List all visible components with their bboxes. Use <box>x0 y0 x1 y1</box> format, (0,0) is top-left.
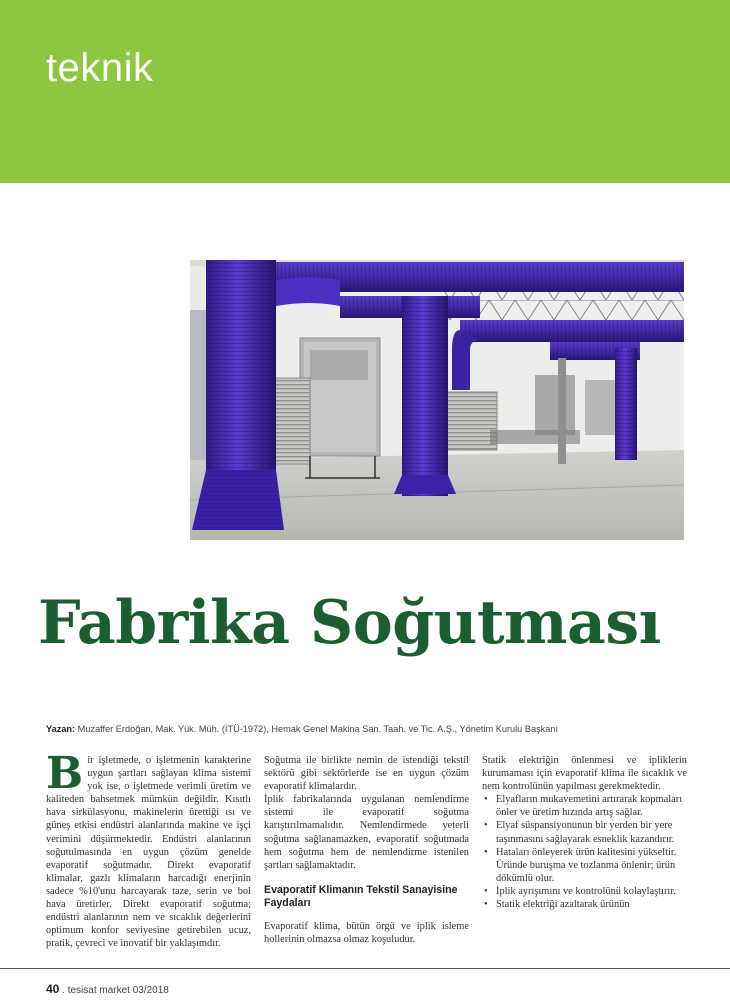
list-item: • İplik ayrışımını ve kontrolünü kolaylaştırır. <box>482 885 687 898</box>
list-item: • Elyaf süspansiyonunun bir yerden bir yere taşınmasını sağlayarak esneklik kazandırır. <box>482 819 687 845</box>
column-3-paragraph-1: Statik elektriğin önlenmesi ve ipliklerin kurumaması için evaporatif klima ile sıcaklık ve nem kontrolünün yapılması gerekmektedir. <box>482 755 687 793</box>
byline-author: Muzaffer Erdoğan, Mak. Yük. Müh. (İTÜ-1972), Hemak Genel Makina San. Taah. ve Tic. A.Ş., Yönetim Kurulu Başkanı <box>77 724 559 734</box>
page-footer <box>46 982 169 996</box>
byline-label: Yazan: <box>46 724 76 734</box>
list-item: • Hataları önleyerek ürün kalitesini yükseltir. Üründe buruşma ve tozlanma önlenir; ürün dökümlü olur. <box>482 846 687 885</box>
section-header-band <box>0 0 730 183</box>
footer-divider <box>0 968 730 969</box>
dropcap-letter: B <box>46 748 84 799</box>
byline <box>46 724 558 734</box>
column-2 <box>264 754 469 946</box>
factory-photo <box>190 260 684 540</box>
column-2-paragraph-2: İplik fabrikalarında uygulanan nemlendirme sistemi ile evaporatif soğutma karıştırılmamalıdır. Nemlendirmede yeterli soğutma sağlanamazken, evaporatif soğutmada hem soğutma hem de nemlendirme istenilen şartları sağlamaktadır. <box>264 794 469 871</box>
column-1 <box>46 748 251 950</box>
column-2-paragraph-1: Soğutma ile birlikte nemin de istendiği tekstil sektörü gibi sektörlerde ise en uygun çözüm evaporatif klimalardır. <box>264 755 469 793</box>
column-2-paragraph-3: Evaporatif klima, bütün örgü ve iplik isleme hollerinin olmazsa olmaz koşuludur. <box>264 920 469 945</box>
article-title: Fabrika Soğutması <box>38 588 661 658</box>
benefits-list <box>482 793 687 911</box>
intro-paragraph: ir işletmede, o işletmenin karakterine uygun şartları sağlayan klima sistemi yok ise, o işletmede verimli üretim ve kaliteden bahsetmek mümkün değildir. Kısıtlı hava sirkülasyonu, makinelerin ürettiği ısı ve güneş etkisi endüstri alanlarında makine ve işçi verimini düşürmektedir. Endüstri alanlarının soğutulmasında en uygun çözüm genelde evaporatif soğutmadır. Direkt evaporatif klimalar, gazlı klimaların harcadığı enerjinin sadece %10'unu harcayarak taze, serin ve bol hava üretirler. Direkt evaporatif soğutma; endüstri alanlarının nem ve sıcaklık değerlerini optimum konfor seviyesine getirebilen ucuz, pratik, çevreci ve inovatif bir yaklaşımdır. <box>46 755 251 950</box>
list-item: • Statik elektriği azaltarak ürünün <box>482 898 687 911</box>
publication-name: . tesisat market 03/2018 <box>62 985 169 996</box>
list-item: • Elyafların mukavemetini artırarak kopmaları önler ve üretim hızında artış sağlar. <box>482 793 687 819</box>
column-3 <box>482 754 687 911</box>
section-tag: teknik <box>46 46 154 90</box>
section-subheading: Evaporatif Klimanın Tekstil Sanayisine Faydaları <box>264 883 458 909</box>
page-number: 40 <box>46 982 60 996</box>
